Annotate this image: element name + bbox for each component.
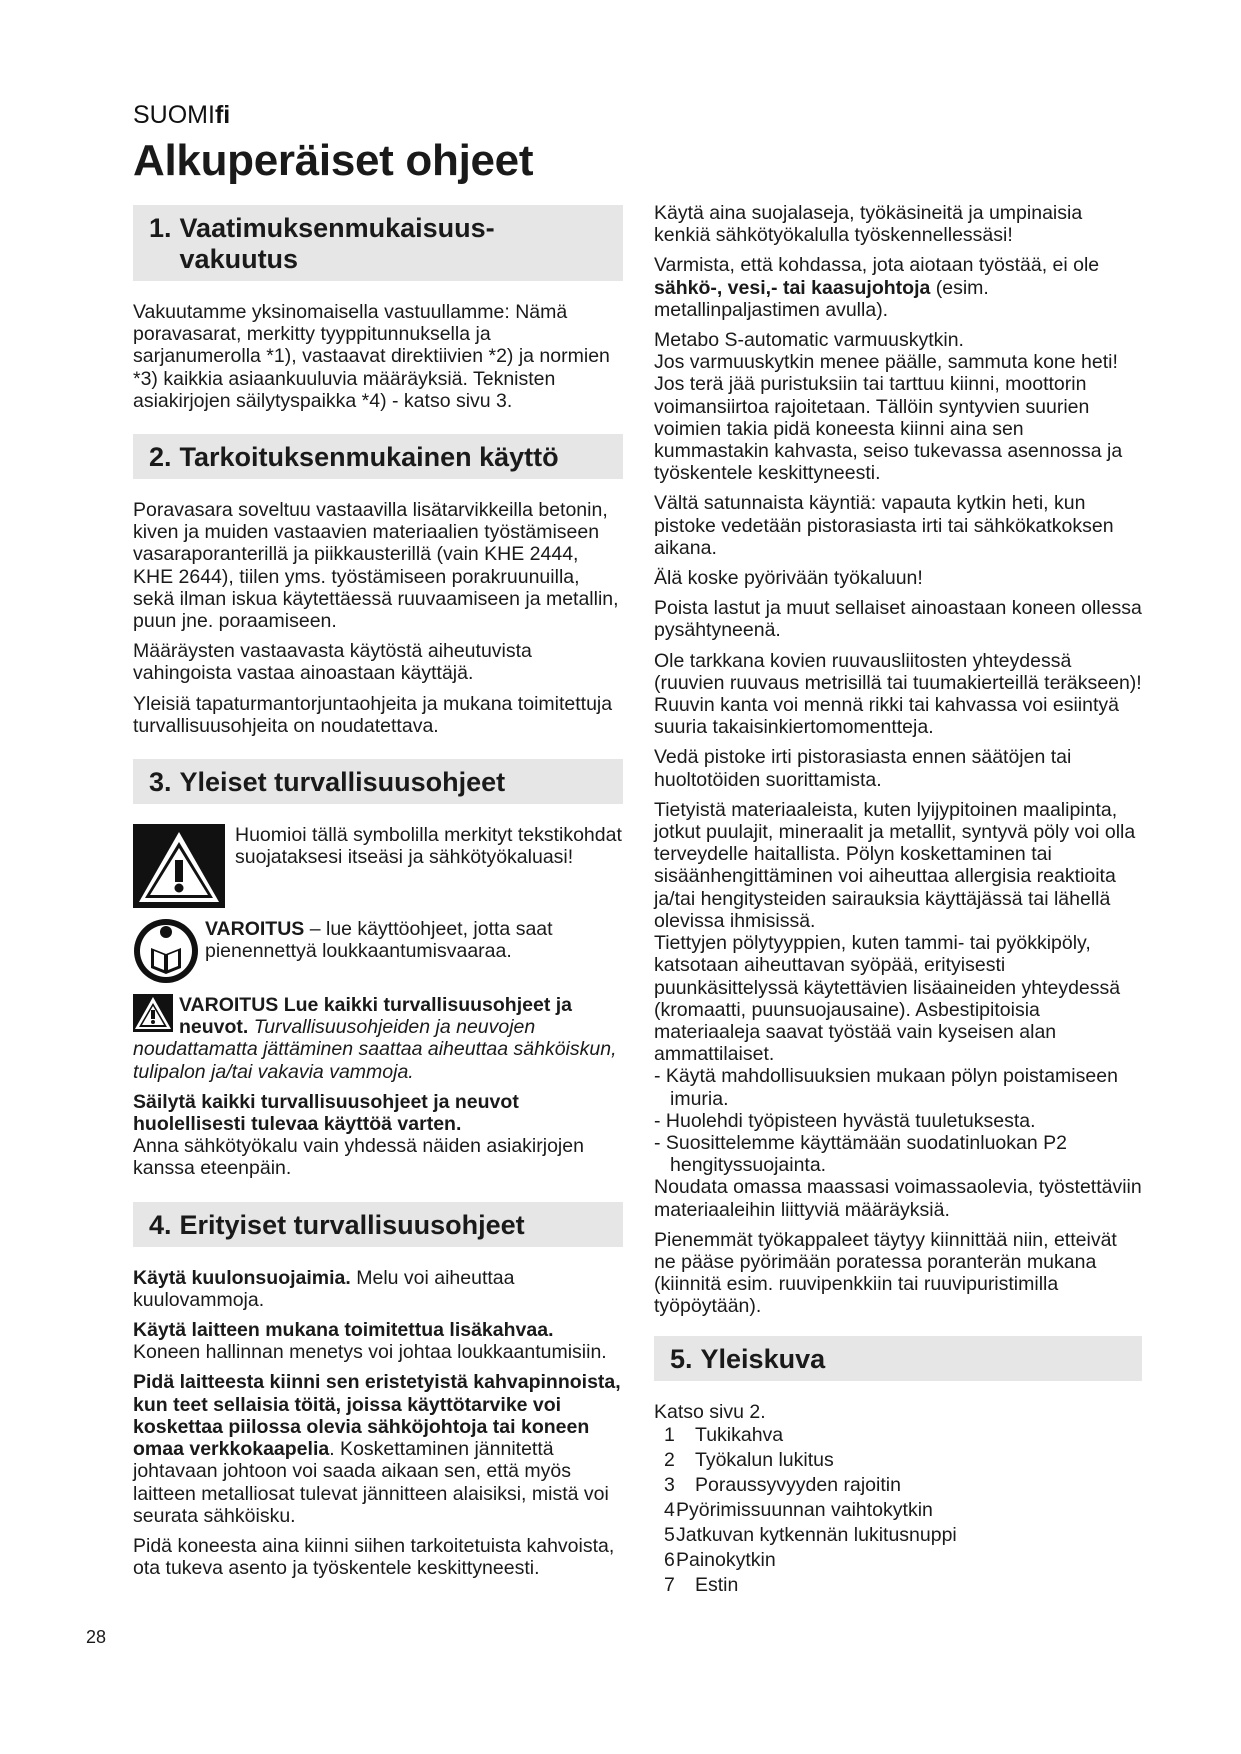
read-manual-warning xyxy=(133,918,623,984)
list-item xyxy=(654,1523,1142,1548)
hearing-protection-bold: Käytä kuulonsuojaimia. xyxy=(133,1266,351,1289)
insulated-grip-bold: Pidä laitteesta kiinni sen eristetyistä kahvapinnoista, kun teet sellaisia töitä, joissa käyttötarvike voi koskettaa piilossa olevia sähköjohtoja tai koneen omaa verkkokaapelia xyxy=(133,1371,621,1461)
read-manual-icon xyxy=(133,918,199,984)
item-label: Estin xyxy=(695,1573,739,1596)
language-code: fi xyxy=(214,101,231,129)
section-4-number: 4. xyxy=(149,1209,172,1240)
insulated-grip xyxy=(133,1371,623,1526)
hearing-protection xyxy=(133,1267,623,1311)
read-all-warning xyxy=(133,994,623,1083)
section-2-heading xyxy=(133,434,623,479)
read-all-warning-italic: Turvallisuusohjeiden ja neuvojen noudattamatta jättäminen saattaa aiheuttaa sähköiskun, tulipalon ja/tai vakavia vammoja. xyxy=(133,1016,617,1083)
overview-intro: Katso sivu 2. xyxy=(654,1400,766,1423)
hold-machine: Pidä koneesta aina kiinni siihen tarkoitetuista kahvoista, ota tukeva asento ja työskentele keskittyneesti. xyxy=(133,1534,615,1580)
language-name: SUOMI xyxy=(133,101,215,129)
keep-instructions xyxy=(133,1091,623,1135)
list-item xyxy=(654,1423,1142,1448)
insulated-grip-text: Koskettaminen jännitettä johtavaan johtoon voi saada aikaan sen, että myös laitteen metalliosat tulevat jännitteen alaisiksi, mistä voi seurata sähköisku. xyxy=(133,1438,609,1527)
list-item: - Käytä mahdollisuuksien mukaan pölyn poistamiseen imuria. xyxy=(654,1065,1118,1110)
section-4-title: Erityiset turvallisuusohjeet xyxy=(179,1209,525,1240)
hidden-lines-text: Varmista, että kohdassa, jota aiotaan työstää, ei ole xyxy=(654,254,1100,277)
aux-handle-text: Koneen hallinnan menetys voi johtaa loukkaantumisiin. xyxy=(133,1341,607,1364)
safety-gear: Käytä aina suojalaseja, työkäsineitä ja umpinaisia kenkiä sähkötyökalulla työskennellessäsi! xyxy=(654,202,1083,247)
section-3-number: 3. xyxy=(149,767,172,798)
dust-hazard: Tietyistä materiaaleista, kuten lyijypitoinen maalipinta, jotkut puulajit, mineraalit ja metallit, syntyvä pöly voi olla terveydelle haitallista. Pölyn koskettaminen tai sisäänhengittäminen voi aiheuttaa allergisia reaktioita ja/tai hengitysteiden sairauksia käyttäjässä tai lähellä olevissa ihmisissä. xyxy=(654,798,1136,932)
section-5-number: 5. xyxy=(670,1343,693,1374)
section-4-heading xyxy=(133,1202,623,1247)
dust-measures-list xyxy=(654,1065,1142,1176)
item-label: Jatkuvan kytkennän lukitusnuppi xyxy=(676,1523,957,1546)
clamp-workpieces: Pienemmät työkappaleet täytyy kiinnittää niin, etteivät ne pääse pyörimään poratessa poranterän mukana (kiinnitä esim. ruuvipenkkiin tai ruuvipuristimilla työpöytään). xyxy=(654,1228,1117,1318)
section-5-heading xyxy=(654,1336,1142,1381)
keep-instructions-bold: Säilytä kaikki turvallisuusohjeet ja neuvot huolellisesti tulevaa käyttöä varten. xyxy=(133,1090,519,1136)
item-label: Poraussyvyyden rajoitin xyxy=(695,1473,901,1496)
section-1-number: 1. xyxy=(149,213,172,243)
warning-small-icon xyxy=(133,994,173,1032)
item-number: 1 xyxy=(664,1423,675,1446)
s-automatic: Metabo S-automatic varmuuskytkin. xyxy=(654,329,964,352)
item-label: Työkalun lukitus xyxy=(695,1448,834,1471)
insulated-grip-dot: . xyxy=(329,1438,335,1461)
carcinogenic-dust: Tiettyjen pölytyyppien, kuten tammi- tai pyökkipöly, katsotaan aiheuttavan syöpää, erityisesti puunkäsittelyssä käytettävien lisäaineiden yhteydessä (kromaatti, puunsuojausaine). Asbestipitoisia materiaaleja saavat työstää vain kyseisen alan ammattilaiset. xyxy=(654,932,1121,1066)
left-column xyxy=(133,205,623,1587)
hearing-protection-text: Melu voi aiheuttaa kuulovammoja. xyxy=(133,1266,515,1311)
unplug-before-adjust: Vedä pistoke irti pistorasiasta ennen säätöjen tai huoltotöiden suorittamista. xyxy=(654,746,1072,791)
overview-list xyxy=(654,1423,1142,1598)
warning-label: VAROITUS xyxy=(205,918,305,941)
list-item xyxy=(654,1573,1142,1598)
section-2-paragraph: Määräysten vastaavasta käytöstä aiheutuvista vahingoista vastaa ainoastaan käyttäjä. xyxy=(133,640,532,685)
section-2-paragraph: Poravasara soveltuu vastaavilla lisätarvikkeilla betonin, kiven ja muiden vastaavien materiaalien työstämiseen vasaraporanterillä ja piikkausterillä (vain KHE 2444, KHE 2644), tiilen yms. työstämiseen porakruunuilla, sekä ilman iskua käytettäessä ruuvaamiseen ja metallin, puun jne. poraamiseen. xyxy=(133,499,619,633)
list-item xyxy=(654,1448,1142,1473)
list-item xyxy=(654,1548,1142,1573)
accidental-start: Vältä satunnaista käyntiä: vapauta kytkin heti, kun pistoke vedetään pistorasiasta irti tai sähkökatkoksen aikana. xyxy=(654,492,1114,559)
pass-on-instructions: Anna sähkötyökalu vain yhdessä näiden asiakirjojen kanssa eteenpäin. xyxy=(133,1135,584,1180)
section-2-title: Tarkoituksenmukainen käyttö xyxy=(179,442,559,473)
list-item xyxy=(654,1498,1142,1523)
warning-triangle-icon xyxy=(133,824,225,908)
hard-screw-joints: Ole tarkkana kovien ruuvausliitosten yhteydessä (ruuvien ruuvaus metrisillä tai tuumakierteillä teräkseen)! Ruuvin kanta voi mennä rikki tai kahvassa voi esiintyä suuria takaisinkiertomomentteja. xyxy=(654,649,1142,739)
read-manual-text xyxy=(205,918,623,962)
section-2-paragraph: Yleisiä tapaturmantorjuntaohjeita ja mukana toimitettuja turvallisuusohjeita on noudatettava. xyxy=(133,692,613,737)
item-number: 2 xyxy=(664,1448,675,1471)
section-3-heading xyxy=(133,759,623,804)
item-number: 5 xyxy=(664,1523,675,1546)
symbol-note xyxy=(133,824,623,908)
section-1-heading xyxy=(133,205,623,281)
rotating-tool: Älä koske pyörivään työkaluun! xyxy=(654,567,923,590)
hidden-lines-text-end: (esim. metallinpaljastimen avulla). xyxy=(654,276,989,321)
section-2-number: 2. xyxy=(149,442,172,473)
section-1-title: Vaatimuksenmukaisuus- vakuutus xyxy=(179,213,495,274)
section-5-title: Yleiskuva xyxy=(700,1343,826,1374)
s-automatic-detail: Jos varmuuskytkin menee päälle, sammuta kone heti! Jos terä jää puristuksiin tai tarttuu kiinni, moottorin voimansiirtoa rajoitetaan. Tällöin syntyvien suurien voimien takia pidä koneesta kiinni aina sen kummastakin kahvasta, seiso tukevassa asennossa ja työskentele keskittyneesti. xyxy=(654,351,1123,485)
symbol-note-text: Huomioi tällä symbolilla merkityt tekstikohdat suojataksesi itseäsi ja sähkötyökaluasi! xyxy=(235,824,622,869)
item-number: 7 xyxy=(664,1573,675,1596)
aux-handle-bold: Käytä laitteen mukana toimitettua lisäkahvaa. xyxy=(133,1319,554,1342)
right-column xyxy=(654,202,1142,1598)
remove-chips: Poista lastut ja muut sellaiset ainoastaan koneen ollessa pysähtyneenä. xyxy=(654,597,1142,642)
item-label: Tukikahva xyxy=(695,1423,784,1446)
item-number: 6 xyxy=(664,1548,675,1571)
section-3-title: Yleiset turvallisuusohjeet xyxy=(179,767,506,798)
aux-handle xyxy=(133,1319,623,1363)
list-item: - Huolehdi työpisteen hyvästä tuuletuksesta. xyxy=(654,1109,1036,1132)
warning-text: – lue käyttöohjeet, jotta saat pienennettyä loukkaantumisvaaraa. xyxy=(205,918,553,963)
page-number: 28 xyxy=(86,1627,107,1647)
read-all-warning-bold: VAROITUS Lue kaikki turvallisuusohjeet ja neuvot. xyxy=(179,994,572,1039)
page-title: Alkuperäiset ohjeet xyxy=(133,136,534,185)
hidden-lines-bold: sähkö-, vesi,- tai kaasujohtoja xyxy=(654,276,931,299)
language-label xyxy=(133,100,230,130)
item-label: Pyörimissuunnan vaihtokytkin xyxy=(676,1498,933,1521)
item-number: 3 xyxy=(664,1473,675,1496)
list-item xyxy=(654,1473,1142,1498)
local-regulations: Noudata omassa maassasi voimassaolevia, työstettäviin materiaaleihin liittyviä määräyksiä. xyxy=(654,1176,1142,1221)
item-label: Painokytkin xyxy=(676,1548,776,1571)
list-item: - Suosittelemme käyttämään suodatinluokan P2 hengityssuojainta. xyxy=(654,1131,1067,1177)
hidden-lines xyxy=(654,254,1142,321)
item-number: 4 xyxy=(664,1498,675,1521)
section-1-body: Vakuutamme yksinomaisella vastuullamme: Nämä poravasarat, merkitty tyyppitunnuksella ja sarjanumerolla *1), vastaavat direktiivien *2) ja normien *3) kaikkia asiaankuuluvia määräyksiä. Teknisten asiakirjojen säilytyspaikka *4) - katso sivu 3. xyxy=(133,301,610,412)
